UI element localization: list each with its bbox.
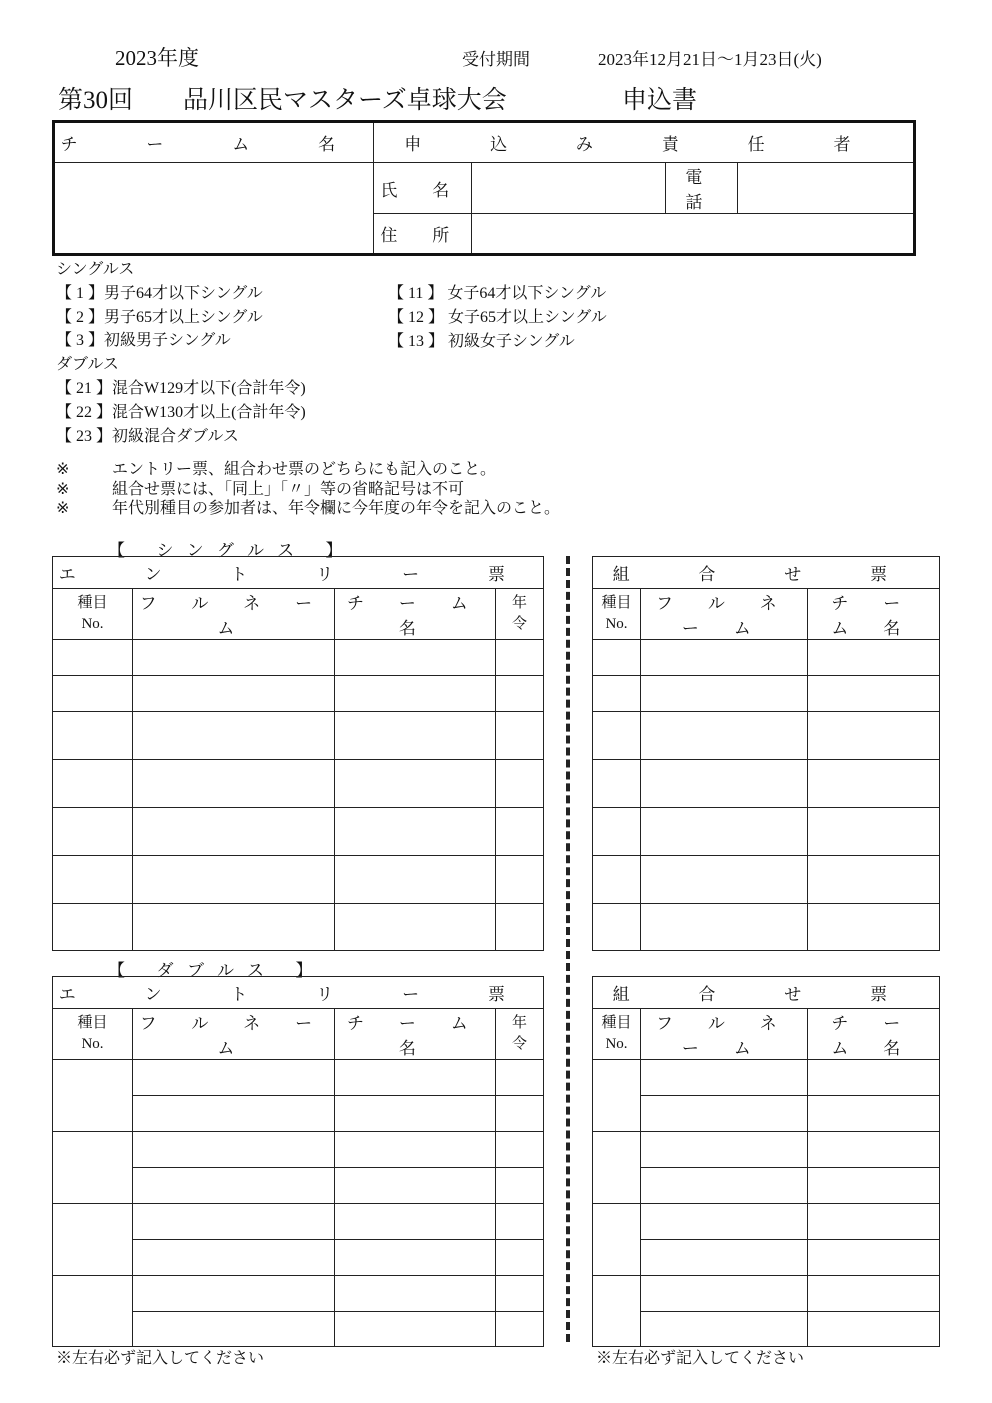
table-row[interactable] [53, 1204, 544, 1240]
category-item: 【 23 】初級混合ダブルス [56, 427, 239, 445]
singles-title: シングルス [56, 261, 135, 278]
category-item: 【 22 】混合W130才以上(合計年令) [56, 403, 306, 421]
table-row[interactable] [593, 1240, 940, 1276]
singles-section-label: 【 シングルス 】 [108, 541, 357, 560]
reception-period-label: 受付期間 [462, 50, 530, 69]
category-item: 【 2 】男子65才以上シングル [56, 308, 263, 326]
full-name-header: フ ル ネ ー ム [641, 589, 808, 640]
footer-note-left: ※左右必ず記入してください [56, 1350, 265, 1367]
table-row[interactable] [593, 760, 940, 808]
table-row[interactable] [53, 1132, 544, 1168]
table-row[interactable] [53, 712, 544, 760]
note-item: ※ 組合せ票には、「同上」「〃」等の省略記号は不可 [56, 480, 465, 498]
table-row[interactable] [593, 676, 940, 712]
responsible-person-header: 申 込 み 責 任 者 [374, 122, 915, 163]
table-row[interactable] [593, 856, 940, 904]
table-row[interactable] [593, 1060, 940, 1096]
doubles-title: ダブルス [56, 356, 119, 374]
doubles-section-label: 【 ダブルス 】 [108, 961, 327, 980]
table-row[interactable] [593, 1204, 940, 1240]
phone-field[interactable] [738, 163, 915, 214]
full-name-header: フ ル ネ ー ム [133, 589, 335, 640]
categories-list [56, 258, 306, 448]
reception-period: 2023年12月21日〜1月23日(火) [598, 50, 822, 69]
age-header: 年 令 [496, 1009, 544, 1060]
cut-line [566, 556, 570, 1342]
full-name-header: フ ル ネ ー ム [133, 1009, 335, 1060]
note-mark: ※ [56, 480, 70, 498]
table-row[interactable] [593, 1168, 940, 1204]
table-row[interactable] [593, 1312, 940, 1347]
table-row[interactable] [53, 904, 544, 951]
table-row[interactable] [53, 760, 544, 808]
category-item: 【 3 】初級男子シングル [56, 332, 231, 350]
note-item: ※ エントリー票、組合わせ票のどちらにも記入のこと。 [56, 461, 497, 478]
table-row[interactable] [593, 808, 940, 856]
category-item: 【 13 】 初級女子シングル [388, 332, 575, 350]
table-row[interactable] [593, 712, 940, 760]
event-no-header: 種目 No. [53, 589, 133, 640]
singles-pair-table [592, 556, 940, 951]
tournament-title: 第30回 品川区民マスターズ卓球大会 [58, 87, 507, 114]
category-item: 【 11 】 女子64才以下シングル [388, 285, 607, 302]
event-no-header: 種目 No. [593, 1009, 641, 1060]
note-item: ※ 年代別種目の参加者は、年令欄に今年度の年令を記入のこと。 [56, 500, 561, 517]
name-field[interactable] [472, 163, 666, 214]
table-row[interactable] [53, 808, 544, 856]
team-name-col-header: チ ー ム 名 [335, 1009, 496, 1060]
table-row[interactable] [53, 856, 544, 904]
pair-table-title: 組 合 せ 票 [593, 557, 940, 589]
event-no-header: 種目 No. [593, 589, 641, 640]
phone-label: 電 話 [666, 163, 738, 214]
address-field[interactable] [472, 214, 915, 255]
category-item: 【 1 】男子64才以下シングル [56, 284, 263, 302]
table-row[interactable] [53, 676, 544, 712]
table-row[interactable] [593, 1132, 940, 1168]
fiscal-year: 2023年度 [115, 46, 199, 70]
category-item: 【 12 】 女子65才以上シングル [388, 308, 607, 326]
table-row[interactable] [53, 640, 544, 676]
team-name-field[interactable] [54, 163, 374, 255]
table-row[interactable] [593, 640, 940, 676]
table-row[interactable] [593, 1276, 940, 1312]
note-mark: ※ [56, 461, 70, 478]
team-name-col-header: チ ー ム 名 [335, 589, 496, 640]
category-item: 【 21 】混合W129才以下(合計年令) [56, 379, 306, 397]
event-no-header: 種目 No. [53, 1009, 133, 1060]
entry-table-title: エ ン ト リ ー 票 [53, 557, 544, 589]
team-name-col-header: チ ー ム 名 [808, 589, 940, 640]
table-row[interactable] [593, 904, 940, 951]
note-mark: ※ [56, 500, 70, 517]
team-name-col-header: チ ー ム 名 [808, 1009, 940, 1060]
entry-table-title: エ ン ト リ ー 票 [53, 977, 544, 1009]
age-header: 年 令 [496, 589, 544, 640]
categories-list-women [388, 282, 607, 353]
singles-entry-table [52, 556, 544, 951]
doubles-pair-table [592, 976, 940, 1347]
doubles-entry-table [52, 976, 544, 1347]
notes [56, 460, 560, 519]
pair-table-title: 組 合 せ 票 [593, 977, 940, 1009]
table-row[interactable] [53, 1060, 544, 1096]
name-label: 氏 名 [374, 163, 472, 214]
team-name-header: チ ー ム 名 [54, 122, 374, 163]
table-row[interactable] [53, 1276, 544, 1312]
address-label: 住 所 [374, 214, 472, 255]
applicant-table [52, 120, 916, 256]
table-row[interactable] [593, 1096, 940, 1132]
full-name-header: フ ル ネ ー ム [641, 1009, 808, 1060]
document-type: 申込書 [622, 87, 698, 114]
footer-note-right: ※左右必ず記入してください [596, 1350, 805, 1367]
